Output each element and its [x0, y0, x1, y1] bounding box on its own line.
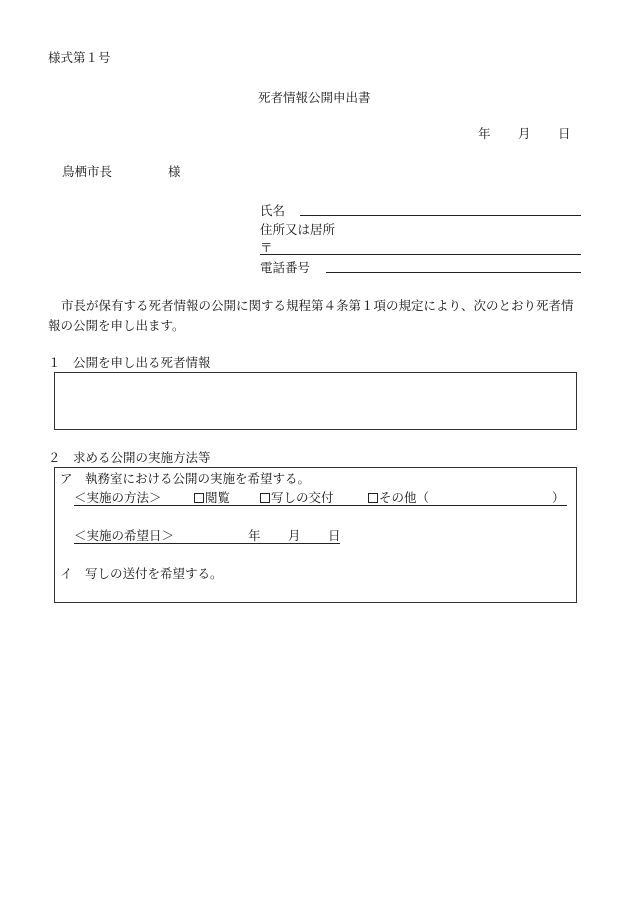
checkbox-icon[interactable] — [260, 493, 270, 503]
phone-field[interactable] — [326, 272, 581, 273]
date-day: 日 — [558, 126, 571, 141]
wish-day: 日 — [328, 528, 341, 543]
date-wish-label: ＜実施の希望日＞ — [74, 528, 175, 543]
method-option-copy[interactable] — [260, 492, 334, 505]
form-title: 死者情報公開申出書 — [258, 90, 371, 105]
name-label: 氏名 — [260, 203, 286, 218]
address-field[interactable] — [260, 254, 581, 255]
wish-year: 年 — [248, 528, 261, 543]
method-other-label: その他（ — [379, 490, 430, 505]
address-label: 住所又は居所 — [260, 222, 336, 237]
method-label: ＜実施の方法＞ — [74, 490, 162, 505]
checkbox-icon[interactable] — [368, 493, 378, 503]
addressee-honorific: 様 — [168, 164, 181, 179]
method-other-close: ） — [552, 490, 565, 505]
checkbox-icon[interactable] — [194, 493, 204, 503]
method-option-view[interactable] — [194, 492, 230, 505]
option-b-label: イ 写しの送付を希望する。 — [60, 566, 223, 581]
option-a-label: ア 執務室における公開の実施を希望する。 — [60, 471, 311, 486]
method-copy-label: 写しの交付 — [271, 490, 334, 505]
postal-mark: 〒 — [260, 240, 273, 255]
date-row[interactable] — [74, 530, 340, 544]
date-year: 年 — [478, 126, 491, 141]
section1-heading: １ 公開を申し出る死者情報 — [48, 355, 211, 370]
wish-month: 月 — [288, 528, 301, 543]
section2-heading: ２ 求める公開の実施方法等 — [48, 450, 211, 465]
date-month: 月 — [518, 126, 531, 141]
name-field[interactable] — [300, 215, 581, 216]
method-view-label: 閲覧 — [205, 490, 231, 505]
method-row — [74, 492, 567, 506]
deceased-info-box[interactable] — [54, 372, 577, 430]
phone-label: 電話番号 — [260, 260, 311, 275]
form-number: 様式第１号 — [48, 50, 111, 65]
addressee-name: 鳥栖市長 — [62, 164, 113, 179]
method-option-other[interactable] — [368, 492, 429, 505]
body-text: 市長が保有する死者情報の公開に関する規程第４条第１項の規定により、次のとおり死者情報の公開を申し出ます。 — [48, 298, 574, 333]
